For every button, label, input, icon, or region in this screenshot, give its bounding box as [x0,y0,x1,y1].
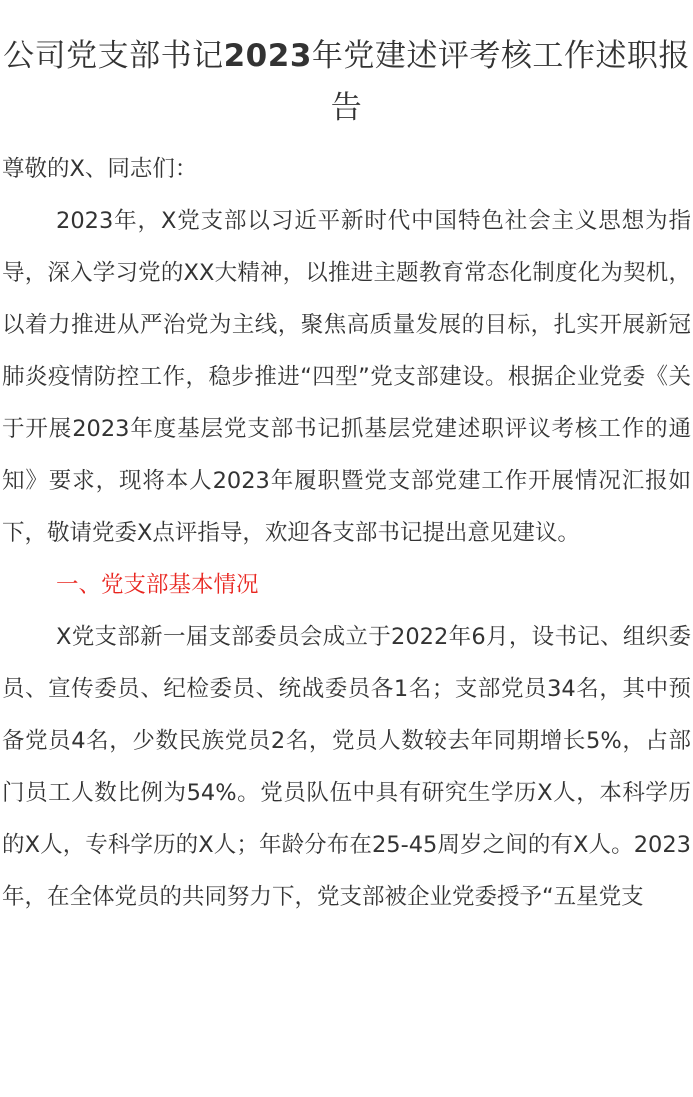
section-heading-basic-info: 一、党支部基本情况 [56,572,259,598]
title-year: 2023 [223,38,312,74]
greeting: 尊敬的X、同志们： [2,156,198,182]
document-title [0,0,693,134]
title-part-1: 公司党支部书记 [3,38,224,74]
title-part-2: 年党建述评考核工作述职报告 [311,38,690,126]
paragraph-basic-info: X党支部新一届支部委员会成立于2022年6月，设书记、组织委员、宣传委员、纪检委员、统战委员各1名；支部党员34名，其中预备党员4名，少数民族党员2名，党员人数较去年同期增长5%，占部门员工人数比例为54%。党员队伍中具有研究生学历X人，本科学历的X人，专科学历的X人；年龄分布在25-45周岁之间的有X人。2023年，在全体党员的共同努力下，党支部被企业党委授予“五星党支 [2,624,691,910]
paragraph-intro: 2023年，X党支部以习近平新时代中国特色社会主义思想为指导，深入学习党的XX大精神，以推进主题教育常态化制度化为契机，以着力推进从严治党为主线，聚焦高质量发展的目标，扎实开展新冠肺炎疫情防控工作，稳步推进“四型”党支部建设。根据企业党委《关于开展2023年度基层党支部书记抓基层党建述职评议考核工作的通知》要求，现将本人2023年履职暨党支部党建工作开展情况汇报如下，敬请党委X点评指导，欢迎各支部书记提出意见建议。 [2,208,691,546]
